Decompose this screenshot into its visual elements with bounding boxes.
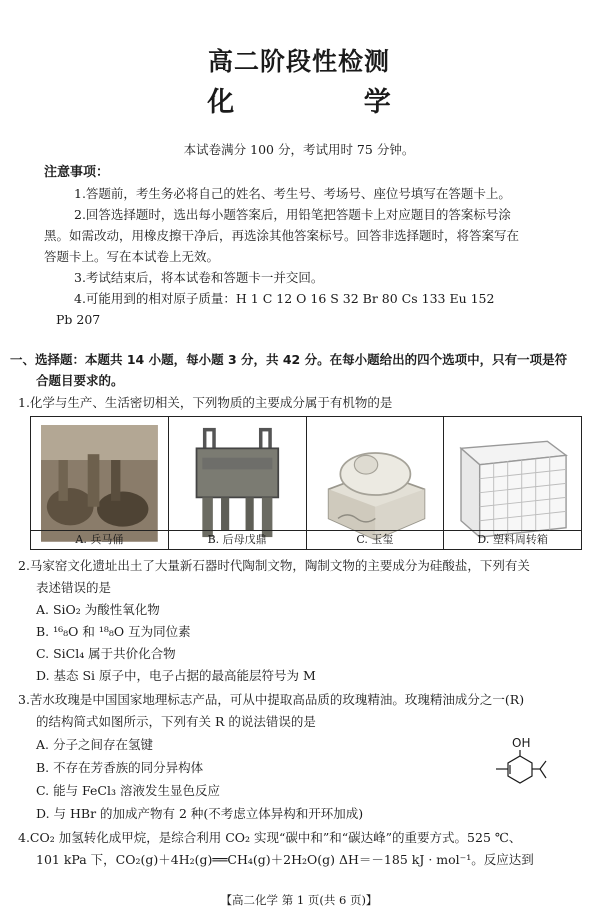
q2-option-b: B. ¹⁶₈O 和 ¹⁸₈O 互为同位素 <box>36 624 191 639</box>
notice-line: 答题卡上。写在本试卷上无效。 <box>44 249 220 264</box>
oh-label: OH <box>512 736 531 750</box>
plastic-crate-image <box>454 425 571 542</box>
jade-seal-image <box>317 425 434 542</box>
option-c-caption: C. 玉玺 <box>307 530 444 549</box>
option-b-cell <box>169 417 307 549</box>
notice-line: 2.回答选择题时，选出每小题答案后，用铅笔把答题卡上对应题目的答案标号涂 <box>74 207 511 222</box>
option-a-caption: A. 兵马俑 <box>31 530 168 549</box>
q3-stem-cont: 的结构简式如图所示，下列有关 R 的说法错误的是 <box>36 714 316 729</box>
q2-stem-cont: 表述错误的是 <box>36 580 112 595</box>
section-heading: 一、选择题：本题共 14 小题，每小题 3 分，共 42 分。在每小题给出的四个选项中，只有一项是符 <box>10 352 568 367</box>
q2-option-c: C. SiCl₄ 属于共价化合物 <box>36 646 176 661</box>
notice-line: 3.考试结束后，将本试卷和答题卡一并交回。 <box>74 270 324 285</box>
q2-stem: 2.马家窑文化遗址出土了大量新石器时代陶制文物，陶制文物的主要成分为硅酸盐，下列有关 <box>18 558 530 573</box>
section-heading-cont: 合题目要求的。 <box>36 373 124 388</box>
notice-line: Pb 207 <box>56 312 101 327</box>
q3-stem: 3.苦水玫瑰是中国国家地理标志产品，可从中提取高品质的玫瑰精油。玫瑰精油成分之一(R) <box>18 692 525 707</box>
q1-stem: 1.化学与生产、生活密切相关，下列物质的主要成分属于有机物的是 <box>18 395 393 410</box>
notice-heading: 注意事项： <box>44 165 110 180</box>
notice-line: 1.答题前，考生务必将自己的姓名、考生号、考场号、座位号填写在答题卡上。 <box>74 186 511 201</box>
bronze-ding-image <box>179 425 296 542</box>
terracotta-warriors-image <box>41 425 158 542</box>
notice-line: 黑。如需改动，用橡皮擦干净后，再选涂其他答案标号。回答非选择题时，将答案写在 <box>44 228 520 243</box>
q3-option-b: B. 不存在芳香族的同分异构体 <box>36 760 204 775</box>
option-a-cell <box>31 417 169 549</box>
molecule-structure-diagram <box>472 734 552 784</box>
exam-title: 高二阶段性检测 <box>207 47 390 76</box>
notice-line: 4.可能用到的相对原子质量：H 1 C 12 O 16 S 32 Br 80 Cs 133 Eu 152 <box>74 291 495 306</box>
option-b-caption: B. 后母戊鼎 <box>169 530 306 549</box>
q3-option-c: C. 能与 FeCl₃ 溶液发生显色反应 <box>36 783 220 798</box>
q4-stem: 4.CO₂ 加氢转化成甲烷，是综合利用 CO₂ 实现“碳中和”和“碳达峰”的重要方式。525 ℃、 <box>18 830 522 845</box>
option-d-cell <box>444 417 581 549</box>
q2-option-a: A. SiO₂ 为酸性氧化物 <box>36 602 160 617</box>
option-d-caption: D. 塑料周转箱 <box>444 530 581 549</box>
q4-stem-cont: 101 kPa 下，CO₂(g)＋4H₂(g)══CH₄(g)＋2H₂O(g) ΔH＝－185 kJ · mol⁻¹。反应达到 <box>36 852 534 867</box>
option-c-cell <box>307 417 445 549</box>
q2-option-d: D. 基态 Si 原子中，电子占据的最高能层符号为 M <box>36 668 316 683</box>
page-footer: 【高二化学 第 1 页(共 6 页)】 <box>220 893 378 907</box>
exam-intro: 本试卷满分 100 分，考试用时 75 分钟。 <box>183 142 415 157</box>
subject-title: 化 学 <box>207 87 451 118</box>
q3-option-d: D. 与 HBr 的加成产物有 2 种(不考虑立体异构和开环加成) <box>36 806 364 821</box>
q1-image-table <box>30 416 582 550</box>
q3-option-a: A. 分子之间存在氢键 <box>36 737 153 752</box>
